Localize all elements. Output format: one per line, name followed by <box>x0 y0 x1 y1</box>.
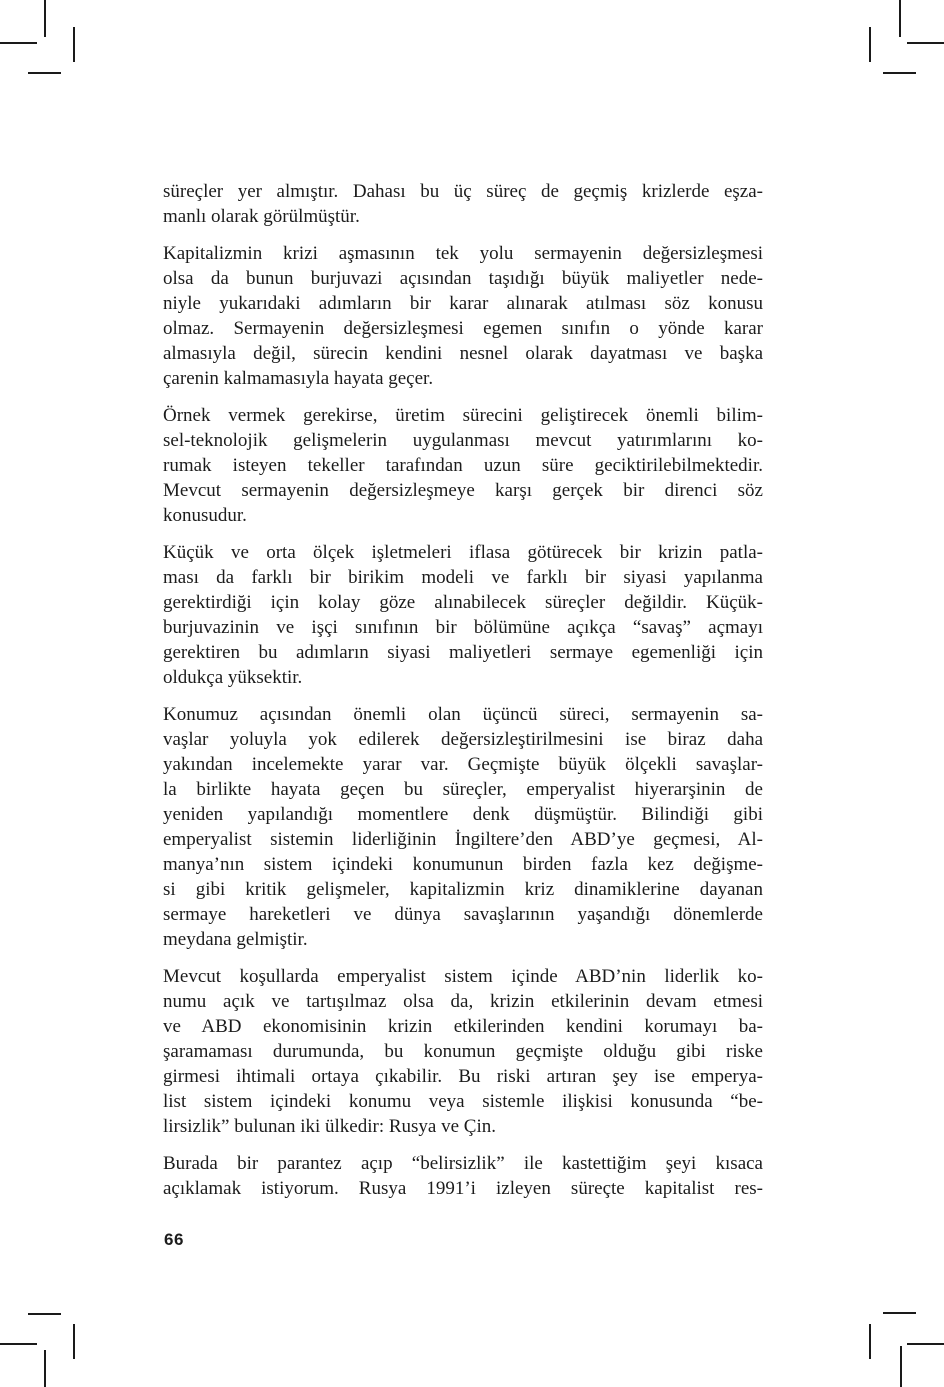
text-line: niyle yukarıdaki adımların bir karar alınarak atılması söz konusu <box>163 293 763 314</box>
text-line: numu açık ve tartışılmaz olsa da, krizin etkilerinin devam etmesi <box>163 991 763 1012</box>
crop-mark-bottom-right-inner-horizontal <box>883 1312 916 1314</box>
text-line: açıklamak istiyorum. Rusya 1991’i izleyen süreçte kapitalist res- <box>163 1178 763 1199</box>
text-line: gerektiren bu adımların siyasi maliyetleri sermaye egemenliği için <box>163 642 763 663</box>
crop-mark-top-right-inner-vertical <box>869 27 871 62</box>
text-line: olmaz. Sermayenin değersizleşmesi egemen sınıfın o yönde karar <box>163 318 763 339</box>
text-line: Mevcut sermayenin değersizleşmeye karşı gerçek bir direnci söz <box>163 480 763 501</box>
crop-mark-top-left-vertical <box>44 0 46 37</box>
text-line: ve ABD ekonomisinin krizin etkilerinden kendini korumayı ba- <box>163 1016 763 1037</box>
text-line: gerektirdiği için kolay göze alınabilecek süreçler değildir. Küçük- <box>163 592 763 613</box>
text-line: Konumuz açısından önemli olan üçüncü süreci, sermayenin sa- <box>163 704 763 725</box>
paragraph <box>163 1151 763 1201</box>
text-line: yeniden yapılandığı momentlere denk düşmüştür. Bilindiği gibi <box>163 804 763 825</box>
text-line: sel-teknolojik gelişmelerin uygulanması mevcut yatırımlarını ko- <box>163 430 763 451</box>
text-line: Burada bir parantez açıp “belirsizlik” ile kastettiğim şeyi kısaca <box>163 1153 763 1174</box>
crop-mark-bottom-left-horizontal <box>0 1343 37 1345</box>
crop-mark-top-right-inner-horizontal <box>883 72 916 74</box>
text-line: çarenin kalmamasıyla hayata geçer. <box>163 368 434 389</box>
paragraph <box>163 241 763 391</box>
text-line: meydana gelmiştir. <box>163 929 308 950</box>
crop-mark-bottom-right-vertical <box>900 1346 902 1387</box>
paragraph <box>163 964 763 1139</box>
crop-mark-top-right-vertical <box>899 0 901 37</box>
text-line: vaşlar yoluyla yok edilerek değersizleştirilmesini ise biraz daha <box>163 729 763 750</box>
text-line: girmesi ihtimali ortaya çıkabilir. Bu riski artıran şey ise emperya- <box>163 1066 763 1087</box>
text-line: olsa da bunun burjuvazi açısından taşıdığı büyük maliyetler nede- <box>163 268 763 289</box>
crop-mark-top-left-inner-horizontal <box>28 72 61 74</box>
text-line: rumak isteyen tekeller tarafından uzun süre geciktirilebilmektedir. <box>163 455 763 476</box>
text-line: list sistem içindeki konumu veya sistemle ilişkisi konusunda “be- <box>163 1091 763 1112</box>
crop-mark-top-right-horizontal <box>907 42 944 44</box>
text-line: lirsizlik” bulunan iki ülkedir: Rusya ve Çin. <box>163 1116 496 1137</box>
crop-mark-bottom-left-inner-horizontal <box>28 1313 61 1315</box>
text-line: yakından incelemekte yarar var. Geçmişte büyük ölçekli savaşlar- <box>163 754 763 775</box>
text-line: Küçük ve orta ölçek işletmeleri iflasa götürecek bir krizin patla- <box>163 542 763 563</box>
text-line: la birlikte hayata geçen bu süreçler, emperyalist hiyerarşinin de <box>163 779 763 800</box>
text-line: oldukça yüksektir. <box>163 667 303 688</box>
crop-mark-bottom-right-horizontal <box>907 1343 944 1345</box>
text-line: şaramaması durumunda, bu konumun geçmişte olduğu gibi riske <box>163 1041 763 1062</box>
text-line: süreçler yer almıştır. Dahası bu üç süreç de geçmiş krizlerde eşza- <box>163 181 763 202</box>
text-line: Kapitalizmin krizi aşmasının tek yolu sermayenin değersizleşmesi <box>163 243 763 264</box>
text-line: Örnek vermek gerekirse, üretim sürecini geliştirecek önemli bilim- <box>163 405 763 426</box>
text-line: si gibi kritik gelişmeler, kapitalizmin kriz dinamiklerine dayanan <box>163 879 763 900</box>
page-number: 66 <box>164 1230 184 1249</box>
crop-mark-bottom-left-vertical <box>44 1350 46 1387</box>
paragraph <box>163 702 763 952</box>
text-line: Mevcut koşullarda emperyalist sistem içinde ABD’nin liderlik ko- <box>163 966 763 987</box>
crop-mark-bottom-left-inner-vertical <box>73 1324 75 1359</box>
crop-mark-top-left-horizontal <box>0 42 37 44</box>
text-line: burjuvazinin ve işçi sınıfının bir bölümüne açıkça “savaş” açmayı <box>163 617 763 638</box>
text-line: manya’nın sistem içindeki konumunun birden fazla kez değişme- <box>163 854 763 875</box>
crop-mark-top-left-inner-vertical <box>73 27 75 62</box>
crop-mark-bottom-right-inner-vertical <box>869 1324 871 1359</box>
text-line: almasıyla değil, sürecin kendini nesnel olarak dayatması ve başka <box>163 343 763 364</box>
text-line: konusudur. <box>163 505 247 526</box>
paragraph <box>163 179 763 229</box>
text-block <box>163 179 763 1201</box>
text-line: sermaye hareketleri ve dünya savaşlarının yaşandığı dönemlerde <box>163 904 763 925</box>
paragraph <box>163 540 763 690</box>
text-line: manlı olarak görülmüştür. <box>163 206 360 227</box>
text-line: ması da farklı bir birikim modeli ve farklı bir siyasi yapılanma <box>163 567 763 588</box>
text-line: emperyalist sistemin liderliğinin İngiltere’den ABD’ye geçmesi, Al- <box>163 829 763 850</box>
paragraph <box>163 403 763 528</box>
